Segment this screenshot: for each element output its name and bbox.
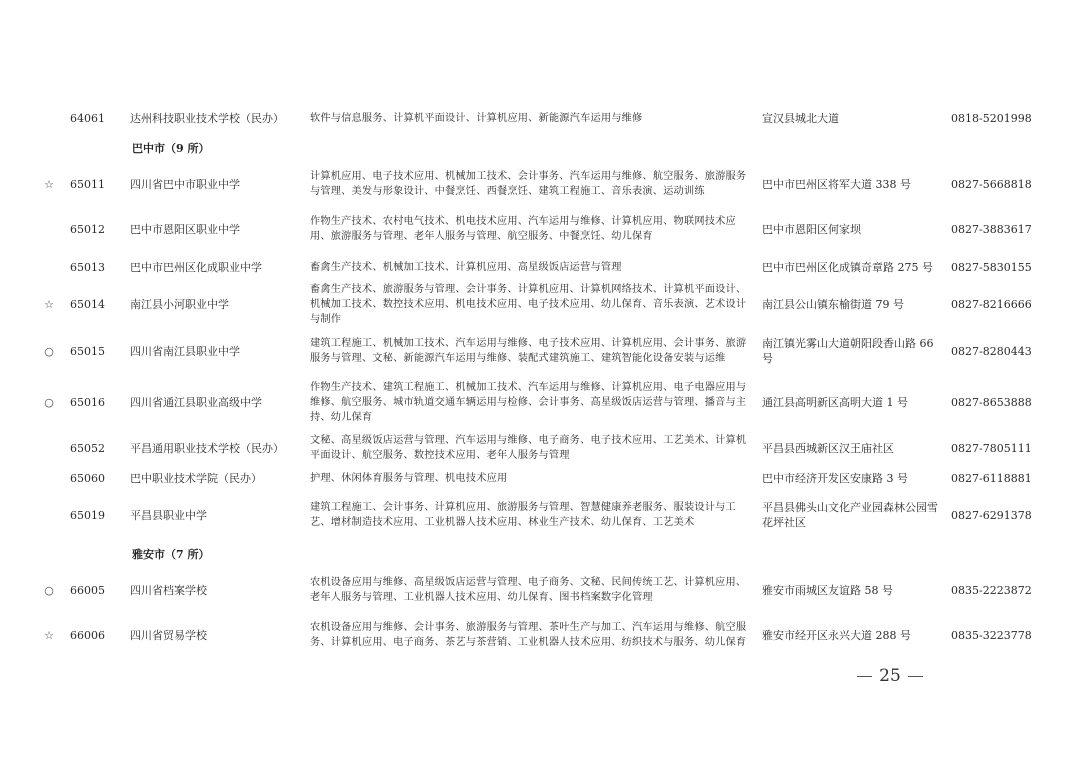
- school-code: 65060: [70, 471, 105, 485]
- school-code: 66005: [70, 583, 105, 597]
- dash-right: [908, 676, 923, 677]
- table-row: [0, 432, 1080, 464]
- table-row: [0, 257, 1080, 277]
- school-majors: 护理、休闲体育服务与管理、机电技术应用: [310, 472, 508, 484]
- table-row: [0, 379, 1080, 425]
- school-name: 四川省巴中市职业中学: [130, 178, 240, 191]
- dash-left: [857, 676, 872, 677]
- school-majors: 农机设备应用与维修、会计事务、旅游服务与管理、茶叶生产与加工、汽车运用与维修、航空服务、计算机应用、电子商务、茶艺与茶营销、工业机器人技术应用、纺织技术与服务、幼儿保育: [310, 622, 747, 648]
- school-address: 南江镇光雾山大道朝阳段香山路 66 号: [762, 337, 934, 365]
- table-row: [0, 213, 1080, 245]
- school-majors: 作物生产技术、农村电气技术、机电技术应用、汽车运用与维修、计算机应用、物联网技术应用、旅游服务与管理、老年人服务与管理、航空服务、中餐烹饪、幼儿保育: [310, 216, 736, 242]
- school-majors: 建筑工程施工、机械加工技术、汽车运用与维修、电子技术应用、计算机应用、会计事务、旅游服务与管理、文秘、新能源汽车运用与维修、装配式建筑施工、建筑智能化设备安装与运维: [310, 338, 747, 364]
- row-mark: [40, 257, 58, 277]
- table-row: [0, 492, 1080, 538]
- school-address: 巴中市经济开发区安康路 3 号: [762, 471, 908, 485]
- school-phone: 0827-8216666: [951, 297, 1032, 311]
- school-phone: 0827-5668818: [951, 177, 1032, 191]
- school-address: 平昌县西城新区汉王庙社区: [762, 441, 894, 455]
- region-heading: 巴中市（9 所）: [132, 142, 210, 155]
- school-name: 达州科技职业技术学校（民办）: [130, 112, 284, 125]
- school-phone: 0827-5830155: [951, 260, 1032, 274]
- school-phone: 0827-3883617: [951, 222, 1032, 236]
- school-majors: 计算机应用、电子技术应用、机械加工技术、会计事务、汽车运用与维修、航空服务、旅游服务与管理、美发与形象设计、中餐烹饪、西餐烹饪、建筑工程施工、音乐表演、运动训练: [310, 171, 747, 197]
- school-address: 巴中市恩阳区何家坝: [762, 222, 861, 236]
- school-name: 四川省档案学校: [130, 584, 207, 597]
- school-phone: 0835-2223872: [951, 583, 1032, 597]
- school-address: 南江县公山镇东榆街道 79 号: [762, 297, 904, 311]
- school-name: 巴中职业技术学院（民办）: [130, 472, 262, 485]
- school-address: 平昌县佛头山文化产业园森林公园雪花坪社区: [762, 501, 938, 529]
- school-code: 65016: [70, 395, 105, 409]
- table-row: [0, 574, 1080, 606]
- row-mark: [40, 213, 58, 245]
- row-mark: [40, 432, 58, 464]
- table-row: [0, 281, 1080, 327]
- row-mark: [40, 492, 58, 538]
- school-name: 四川省通江县职业高级中学: [130, 396, 262, 409]
- table-row: [0, 612, 1080, 658]
- row-mark: ○: [44, 395, 54, 409]
- school-majors: 作物生产技术、建筑工程施工、机械加工技术、汽车运用与维修、计算机应用、电子电器应用与维修、航空服务、城市轨道交通车辆运用与检修、会计事务、高星级饭店运营与管理、播音与主持、幼儿保育: [310, 381, 747, 423]
- school-phone: 0827-8280443: [951, 344, 1032, 358]
- row-mark: [40, 468, 58, 488]
- school-name: 四川省南江县职业中学: [130, 345, 240, 358]
- school-code: 65011: [70, 177, 105, 191]
- table-row: [0, 161, 1080, 207]
- table-row: [0, 468, 1080, 488]
- row-mark: [40, 108, 58, 128]
- school-code: 64061: [70, 111, 105, 125]
- school-majors: 农机设备应用与维修、高星级饭店运营与管理、电子商务、文秘、民间传统工艺、计算机应用、老年人服务与管理、工业机器人技术应用、幼儿保育、图书档案数字化管理: [310, 577, 747, 603]
- school-code: 65015: [70, 344, 105, 358]
- school-address: 雅安市雨城区友谊路 58 号: [762, 583, 893, 597]
- school-name: 平昌通用职业技术学校（民办）: [130, 442, 284, 455]
- school-code: 65052: [70, 441, 105, 455]
- school-code: 65014: [70, 297, 105, 311]
- table-row: [0, 108, 1080, 128]
- school-address: 雅安市经开区永兴大道 288 号: [762, 628, 911, 642]
- school-phone: 0827-6291378: [951, 508, 1032, 522]
- school-phone: 0818-5201998: [951, 111, 1032, 125]
- school-majors: 畜禽生产技术、机械加工技术、计算机应用、高星级饭店运营与管理: [310, 261, 622, 273]
- page-number: [850, 665, 930, 687]
- school-code: 65013: [70, 260, 105, 274]
- school-address: 通江县高明新区高明大道 1 号: [762, 395, 908, 409]
- school-code: 65012: [70, 222, 105, 236]
- school-phone: 0835-3223778: [951, 628, 1032, 642]
- row-mark: ○: [44, 583, 54, 597]
- school-address: 巴中市巴州区化成镇奇章路 275 号: [762, 260, 933, 274]
- school-majors: 畜禽生产技术、旅游服务与管理、会计事务、计算机应用、计算机网络技术、计算机平面设计、机械加工技术、数控技术应用、机电技术应用、电子技术应用、幼儿保育、音乐表演、艺术设计与制作: [310, 283, 747, 325]
- school-phone: 0827-6118881: [951, 471, 1032, 485]
- school-address: 宣汉县城北大道: [762, 111, 839, 125]
- school-code: 66006: [70, 628, 105, 642]
- row-mark: ○: [44, 344, 54, 358]
- school-code: 65019: [70, 508, 105, 522]
- table-row: [0, 328, 1080, 374]
- school-address: 巴中市巴州区将军大道 338 号: [762, 177, 911, 191]
- row-mark: ☆: [44, 177, 54, 191]
- school-name: 南江县小河职业中学: [130, 298, 229, 311]
- school-name: 四川省贸易学校: [130, 629, 207, 642]
- school-phone: 0827-8653888: [951, 395, 1032, 409]
- row-mark: ☆: [44, 297, 54, 311]
- school-majors: 软件与信息服务、计算机平面设计、计算机应用、新能源汽车运用与维修: [310, 112, 643, 124]
- school-phone: 0827-7805111: [951, 441, 1032, 455]
- school-name: 平昌县职业中学: [130, 509, 207, 522]
- school-majors: 建筑工程施工、会计事务、计算机应用、旅游服务与管理、智慧健康养老服务、服装设计与工艺、增材制造技术应用、工业机器人技术应用、林业生产技术、幼儿保育、工艺美术: [310, 502, 736, 528]
- school-name: 巴中市恩阳区职业中学: [130, 223, 240, 236]
- school-majors: 文秘、高星级饭店运营与管理、汽车运用与维修、电子商务、电子技术应用、工艺美术、计算机平面设计、航空服务、数控技术应用、老年人服务与管理: [310, 435, 747, 461]
- page-number-text: 25: [879, 666, 901, 686]
- row-mark: ☆: [44, 628, 54, 642]
- region-heading: 雅安市（7 所）: [132, 548, 210, 561]
- school-name: 巴中市巴州区化成职业中学: [130, 261, 262, 274]
